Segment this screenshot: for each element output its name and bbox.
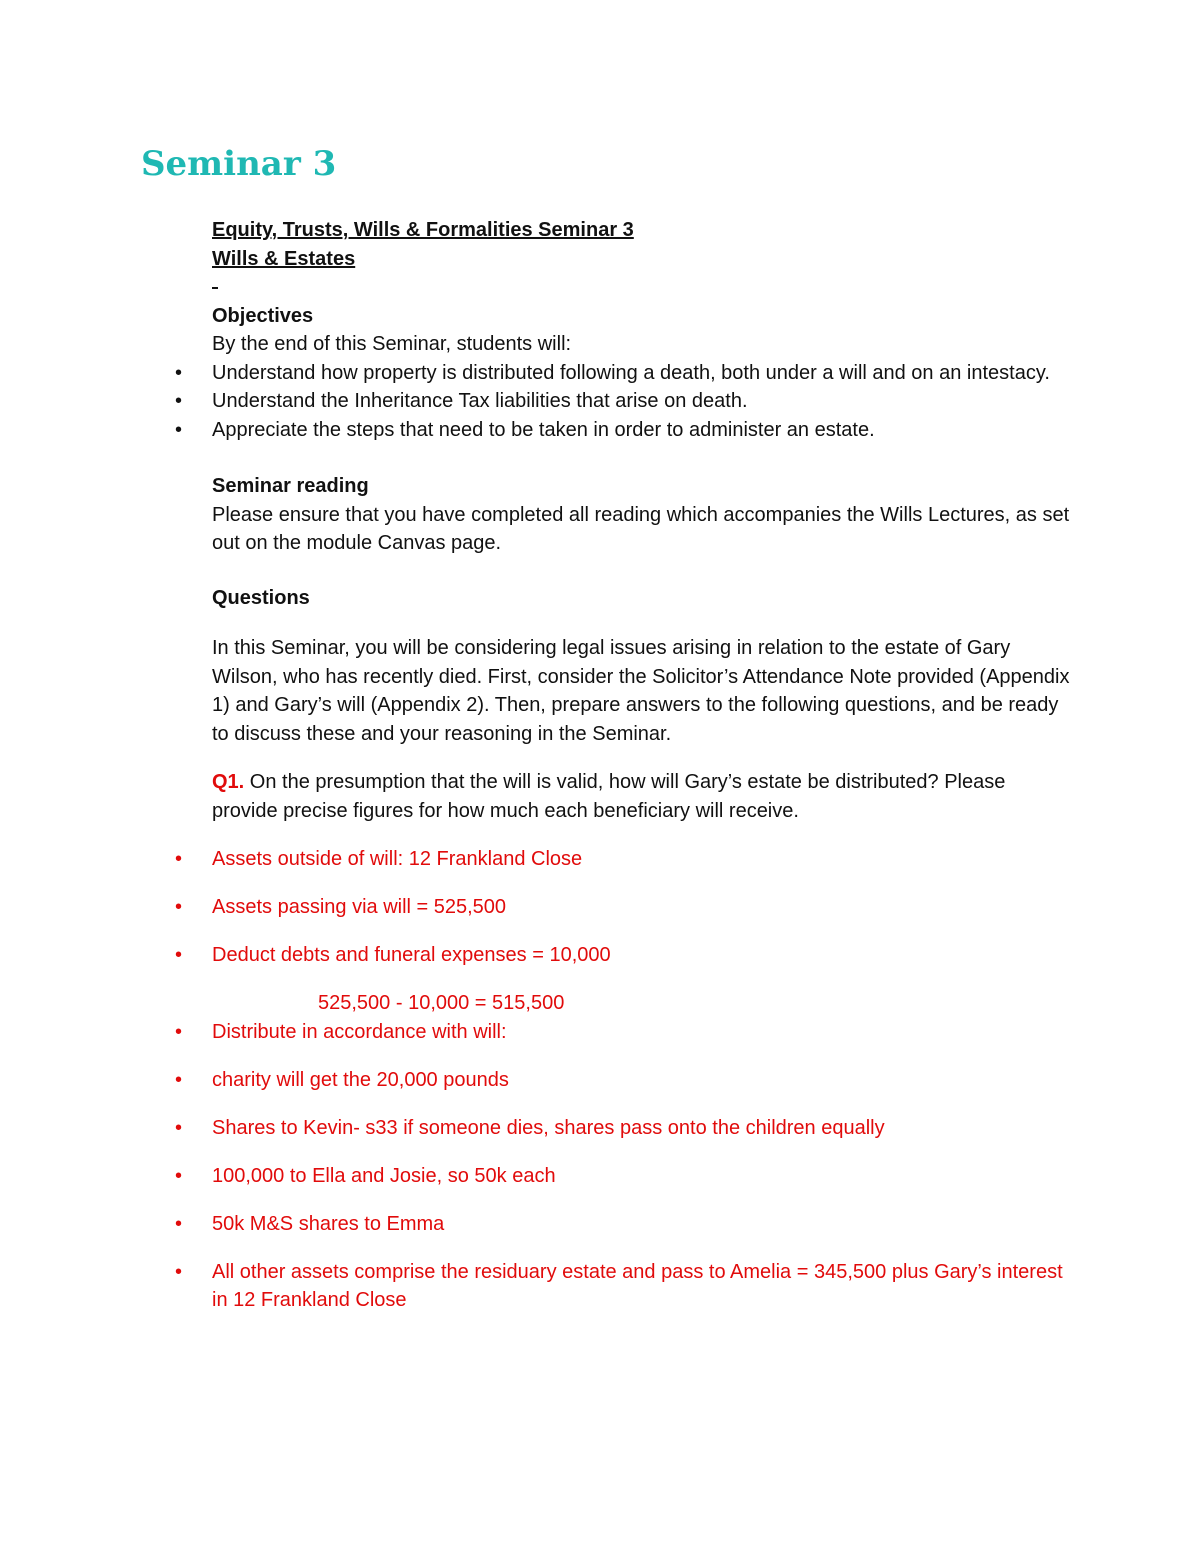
spacer (212, 748, 1072, 768)
question-1 (212, 768, 1072, 825)
bullet-icon: • (175, 1020, 183, 1043)
bullet-icon: • (175, 1164, 183, 1187)
spacer (212, 825, 1072, 845)
bullet-icon: • (175, 1116, 183, 1139)
bullet-icon: • (175, 848, 183, 870)
bullet-icon: • (175, 1068, 183, 1091)
reading-heading: Seminar reading (212, 475, 369, 497)
reading-text: Please ensure that you have completed all reading which accompanies the Wills Lectures, as set out on the module Canvas page. (212, 503, 1070, 554)
document-body (175, 216, 1072, 1334)
question-1-text: On the presumption that the will is valid, how will Gary’s estate be distributed? Please provide precise figures for how much each beneficiary will receive. (212, 771, 1006, 822)
stray-mark (212, 273, 1072, 302)
questions-heading: Questions (212, 586, 310, 609)
bullet-icon: • (175, 1260, 183, 1283)
question-1-label: Q1. (212, 771, 245, 793)
answer-item (142, 1018, 1072, 1047)
spacer (212, 444, 1072, 472)
objectives-list (175, 359, 1072, 445)
answer-list-2 (175, 1018, 1072, 1315)
answer-item (142, 1258, 1072, 1315)
answer-text: All other assets comprise the residuary estate and pass to Amelia = 345,500 plus Gary’s interest in 12 Frankland Close (212, 1260, 1063, 1311)
answer-text: Deduct debts and funeral expenses = 10,000 (212, 944, 611, 966)
course-heading: Equity, Trusts, Wills & Formalities Seminar 3 (212, 219, 634, 241)
answer-text: Distribute in accordance with will: (212, 1020, 507, 1043)
bullet-icon: • (175, 418, 183, 441)
bullet-icon: • (175, 1212, 183, 1235)
objective-item (142, 359, 1072, 388)
answer-calculation: 525,500 - 10,000 = 515,500 (318, 992, 565, 1014)
stray-dash (212, 287, 218, 289)
objective-text: Understand the Inheritance Tax liabilities that arise on death. (212, 390, 748, 412)
answer-item (142, 941, 1072, 970)
bullet-icon: • (175, 361, 183, 384)
objective-item (142, 387, 1072, 416)
objectives-heading: Objectives (212, 304, 314, 327)
answer-list-1 (175, 845, 1072, 970)
answer-text: charity will get the 20,000 pounds (212, 1068, 509, 1091)
answer-text: Assets outside of will: 12 Frankland Close (212, 848, 583, 870)
answer-item (142, 845, 1072, 874)
answer-text: 50k M&S shares to Emma (212, 1212, 445, 1235)
bullet-icon: • (175, 390, 183, 412)
answer-text: Assets passing via will = 525,500 (212, 896, 507, 918)
answer-text: Shares to Kevin- s33 if someone dies, shares pass onto the children equally (212, 1116, 885, 1139)
answer-text: 100,000 to Ella and Josie, so 50k each (212, 1164, 556, 1187)
objective-text: Understand how property is distributed following a death, both under a will and on an intestacy. (212, 361, 1050, 384)
answer-item (142, 1114, 1072, 1143)
bullet-icon: • (175, 896, 183, 918)
page-title: Seminar 3 (141, 144, 337, 184)
objective-text: Appreciate the steps that need to be taken in order to administer an estate. (212, 418, 875, 441)
answer-item (142, 1066, 1072, 1095)
answer-item (142, 1210, 1072, 1239)
bullet-icon: • (175, 944, 183, 966)
spacer (212, 612, 1072, 634)
objective-item (142, 416, 1072, 445)
objectives-intro: By the end of this Seminar, students will: (212, 333, 572, 355)
questions-intro: In this Seminar, you will be considering legal issues arising in relation to the estate of Gary Wilson, who has recently died. First, consider the Solicitor’s Attendance Note provided (Appendix 1) and Gary’s will (Appendix 2). Then, prepare answers to the following questions, and be ready to discuss these and your reasoning in the Seminar. (212, 637, 1070, 745)
topic-heading: Wills & Estates (212, 247, 356, 270)
spacer (212, 558, 1072, 584)
answer-item (142, 1162, 1072, 1191)
answer-item (142, 893, 1072, 922)
